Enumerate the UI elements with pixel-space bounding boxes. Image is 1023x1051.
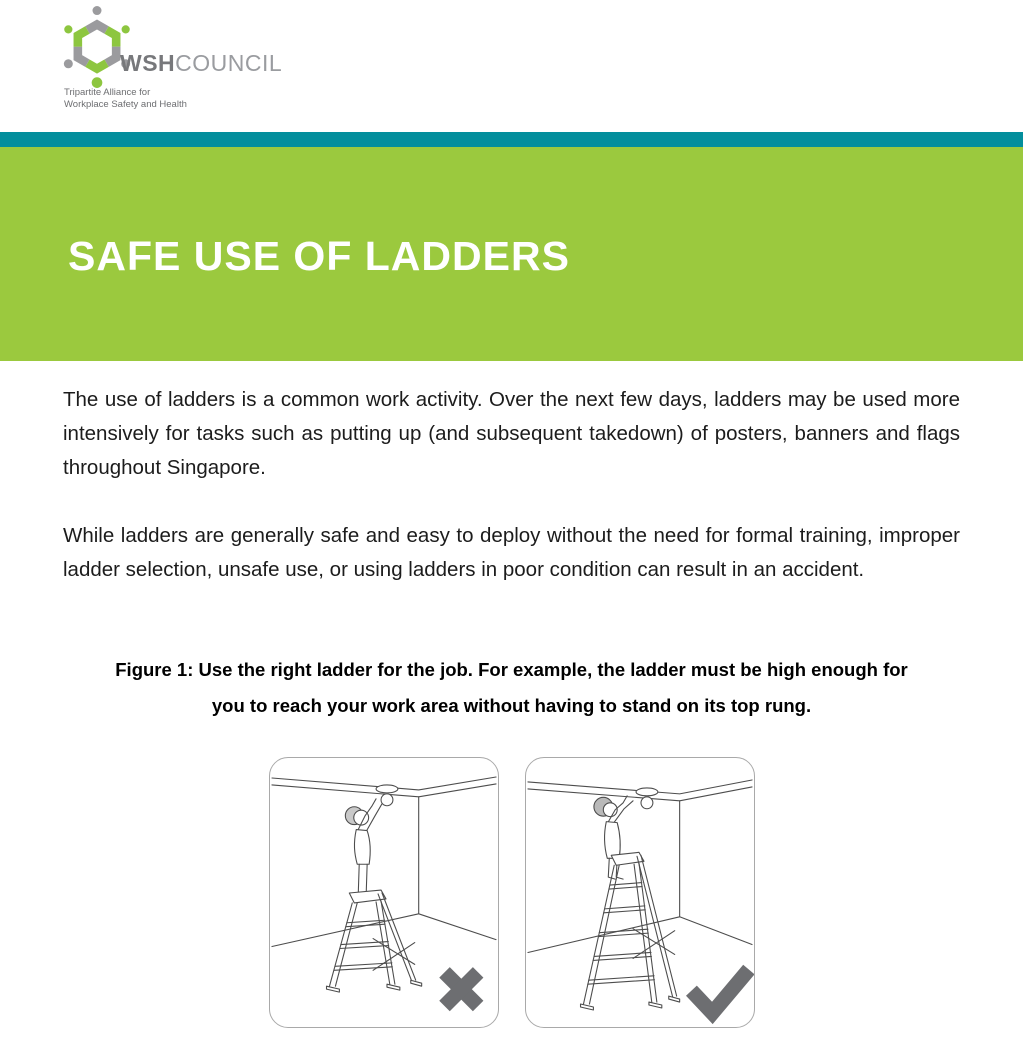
check-mark-icon xyxy=(696,975,744,1013)
panel-correct-ladder xyxy=(525,757,755,1028)
page-title: SAFE USE OF LADDERS xyxy=(68,233,570,279)
figure-1-panels xyxy=(0,757,1023,1028)
figure-1-caption-wrap xyxy=(0,652,1023,724)
paragraph-intro: The use of ladders is a common work activity. Over the next few days, ladders may be used more intensively for tasks such as putting up (and subsequent takedown) of posters, banners and flags throughout Singapore. xyxy=(63,388,960,479)
incorrect-ladder-illustration xyxy=(270,758,498,1027)
panel-incorrect-ladder xyxy=(269,757,499,1028)
brand-wordmark xyxy=(120,50,282,77)
tagline-line-2: Workplace Safety and Health xyxy=(64,98,187,110)
title-banner xyxy=(0,147,1023,361)
wsh-council-logo xyxy=(56,4,416,124)
hexagon-logo-icon xyxy=(56,4,138,90)
brand-wsh: WSH xyxy=(120,50,176,76)
logo-tagline xyxy=(64,87,187,110)
cross-mark-icon xyxy=(439,967,483,1011)
brand-council: COUNCIL xyxy=(175,50,283,76)
paragraph-risks: While ladders are generally safe and easy to deploy without the need for formal training, improper ladder selection, unsafe use, or using ladders in poor condition can result in an accident. xyxy=(63,524,960,581)
teal-divider-bar xyxy=(0,132,1023,147)
figure-1-caption: Figure 1: Use the right ladder for the job. For example, the ladder must be high enough for you to reach your work area without having to stand on its top rung. xyxy=(115,659,908,716)
correct-ladder-illustration xyxy=(526,758,754,1027)
tagline-line-1: Tripartite Alliance for xyxy=(64,87,151,98)
